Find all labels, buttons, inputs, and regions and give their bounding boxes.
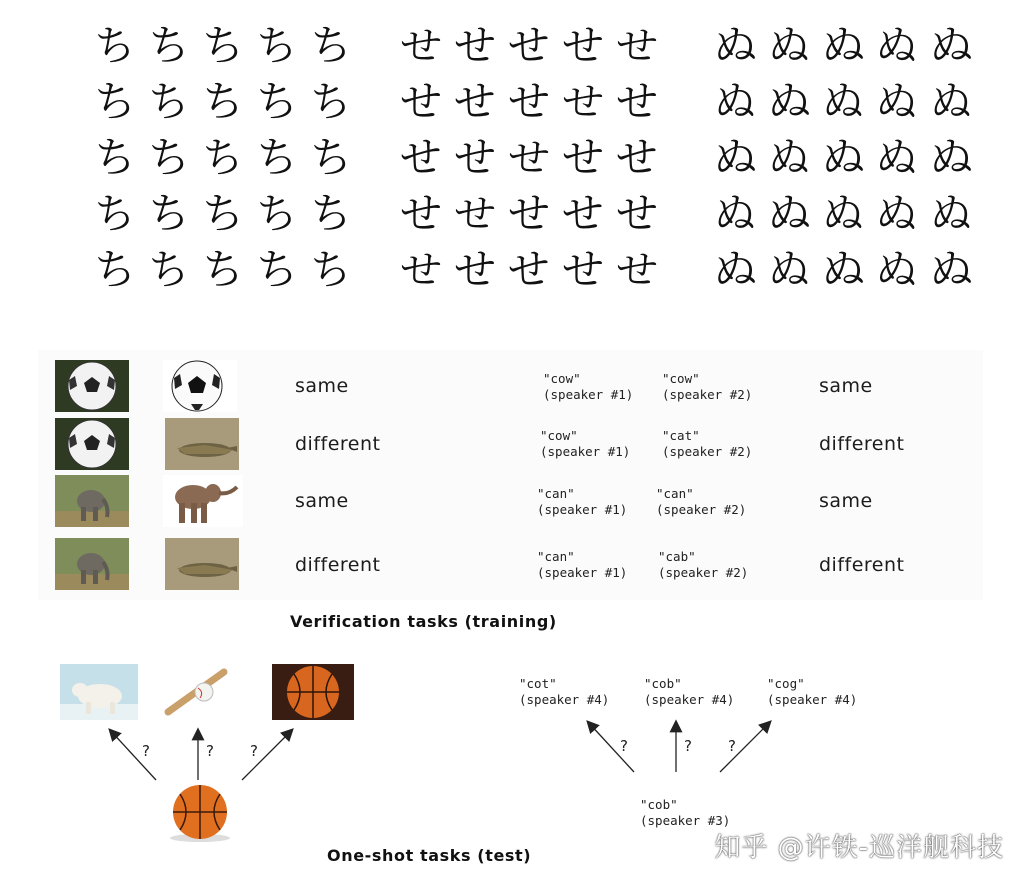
handwritten-character: ぬ (765, 187, 813, 240)
handwritten-character: ち (201, 21, 244, 70)
audio-speaker: (speaker #1) (537, 565, 628, 580)
handwritten-character: ぬ (765, 75, 813, 128)
audio-speaker: (speaker #4) (767, 692, 858, 707)
handwritten-character: ち (93, 187, 137, 240)
audio-word: "cow" (543, 371, 581, 386)
handwritten-character: ち (201, 189, 244, 238)
handwritten-character: ち (147, 243, 191, 296)
handwritten-character: せ (614, 131, 660, 184)
handwritten-character: ち (255, 19, 299, 72)
audio-candidate (519, 676, 609, 708)
audio-word: "cob" (644, 676, 682, 691)
audio-word: "cow" (540, 428, 578, 443)
handwritten-character: ぬ (929, 77, 972, 126)
handwritten-character: ぬ (874, 75, 920, 128)
audio-word: "cat" (662, 428, 700, 443)
audio-speaker: (speaker #2) (662, 444, 753, 459)
handwritten-character: ぬ (713, 189, 756, 238)
watermark-text: 知乎 @许铁-巡洋舰科技 (714, 833, 1004, 863)
handwritten-character: せ (506, 19, 552, 72)
audio-speaker: (speaker #4) (519, 692, 610, 707)
handwritten-character: ぬ (767, 133, 810, 182)
handwritten-character: せ (452, 75, 498, 128)
handwritten-character: ぬ (927, 19, 975, 72)
handwritten-character: せ (561, 78, 605, 125)
handwritten-character: ぬ (711, 131, 759, 184)
handwritten-character: ち (255, 245, 298, 294)
handwritten-character: ぬ (874, 243, 920, 296)
handwritten-character: ぬ (874, 131, 920, 184)
handwritten-character: ち (309, 243, 353, 296)
handwritten-character: せ (453, 190, 497, 237)
handwritten-character: ち (309, 133, 352, 182)
handwritten-character: ぬ (767, 21, 810, 70)
handwritten-character: ぬ (819, 19, 867, 72)
handwritten-character: ぬ (819, 131, 867, 184)
audio-speaker: (speaker #4) (644, 692, 735, 707)
handwritten-character: ぬ (711, 19, 759, 72)
handwritten-character: ぬ (821, 77, 864, 126)
handwritten-character: せ (507, 189, 550, 238)
audio-query (640, 797, 730, 829)
handwritten-character: ぬ (819, 243, 867, 296)
handwritten-character: せ (398, 131, 444, 184)
handwritten-character: ち (201, 131, 245, 184)
handwritten-character: ち (254, 131, 300, 184)
audio-pair-label: same (819, 490, 873, 512)
handwritten-character: ち (309, 75, 353, 128)
handwritten-character: せ (506, 243, 552, 296)
handwritten-character: ぬ (927, 131, 975, 184)
handwritten-character: せ (453, 21, 496, 70)
audio-speaker: (speaker #2) (662, 387, 753, 402)
handwritten-character: ぬ (711, 243, 759, 296)
image-pair-label: different (295, 554, 381, 576)
handwritten-character: せ (507, 77, 550, 126)
audio-candidate (644, 676, 734, 708)
handwritten-character: ぬ (713, 77, 756, 126)
handwritten-character: せ (615, 22, 659, 69)
handwritten-character: ち (93, 19, 137, 72)
handwritten-character: ち (92, 131, 138, 184)
handwritten-character: せ (561, 133, 604, 182)
handwritten-character: ぬ (767, 245, 810, 294)
handwritten-character: せ (615, 189, 658, 238)
basketball-query-image (160, 782, 240, 842)
handwritten-character: せ (615, 77, 658, 126)
audio-word: "can" (537, 486, 575, 501)
image-pair-label: same (295, 375, 349, 397)
handwritten-character: ち (147, 133, 190, 182)
audio-word: "cog" (767, 676, 805, 691)
handwritten-character: ぬ (929, 189, 972, 238)
handwritten-character: せ (507, 134, 551, 181)
handwritten-character: せ (399, 246, 443, 293)
handwritten-character: せ (399, 77, 442, 126)
question-mark: ? (142, 742, 150, 760)
oneshot-caption: One-shot tasks (test) (327, 846, 532, 865)
handwritten-character: せ (399, 189, 442, 238)
question-mark: ? (728, 737, 736, 755)
audio-speaker: (speaker #3) (640, 813, 731, 828)
handwritten-character: ち (308, 19, 354, 72)
audio-word: "can" (656, 486, 694, 501)
handwritten-character: ぬ (821, 189, 864, 238)
image-pair-label: different (295, 433, 381, 455)
handwritten-character: ち (308, 187, 354, 240)
audio-word: "can" (537, 549, 575, 564)
audio-word: "cob" (640, 797, 678, 812)
image-pair-label: same (295, 490, 349, 512)
handwritten-character: ち (146, 19, 192, 72)
handwritten-character: ち (93, 245, 136, 294)
handwritten-character: せ (399, 22, 443, 69)
handwritten-character: せ (453, 133, 496, 182)
handwritten-character: ぬ (874, 187, 920, 240)
audio-speaker: (speaker #2) (658, 565, 749, 580)
audio-word: "cot" (519, 676, 557, 691)
handwritten-character: ぬ (927, 243, 975, 296)
audio-speaker: (speaker #1) (537, 502, 628, 517)
audio-pair-label: different (819, 554, 905, 576)
handwritten-character: ち (146, 187, 192, 240)
audio-speaker: (speaker #2) (656, 502, 747, 517)
audio-speaker: (speaker #1) (540, 444, 631, 459)
audio-pair-label: same (819, 375, 873, 397)
question-mark: ? (684, 737, 692, 755)
audio-pair-label: different (819, 433, 905, 455)
handwritten-character: せ (561, 21, 604, 70)
handwritten-character: ち (147, 75, 191, 128)
question-mark: ? (620, 737, 628, 755)
handwritten-character: ち (93, 77, 136, 126)
handwritten-character: ち (200, 243, 246, 296)
question-mark: ? (250, 742, 258, 760)
audio-word: "cab" (658, 549, 696, 564)
handwritten-character: せ (615, 246, 659, 293)
audio-word: "cow" (662, 371, 700, 386)
handwritten-character: ち (200, 75, 246, 128)
handwritten-character: せ (453, 245, 496, 294)
handwritten-character: ち (255, 77, 298, 126)
audio-speaker: (speaker #1) (543, 387, 634, 402)
handwritten-character: せ (561, 245, 604, 294)
handwritten-character: せ (560, 187, 606, 240)
verification-caption: Verification tasks (training) (290, 612, 557, 631)
question-mark: ? (206, 742, 214, 760)
handwritten-character: ぬ (874, 19, 920, 72)
audio-candidate (767, 676, 857, 708)
handwritten-character: ち (255, 187, 299, 240)
